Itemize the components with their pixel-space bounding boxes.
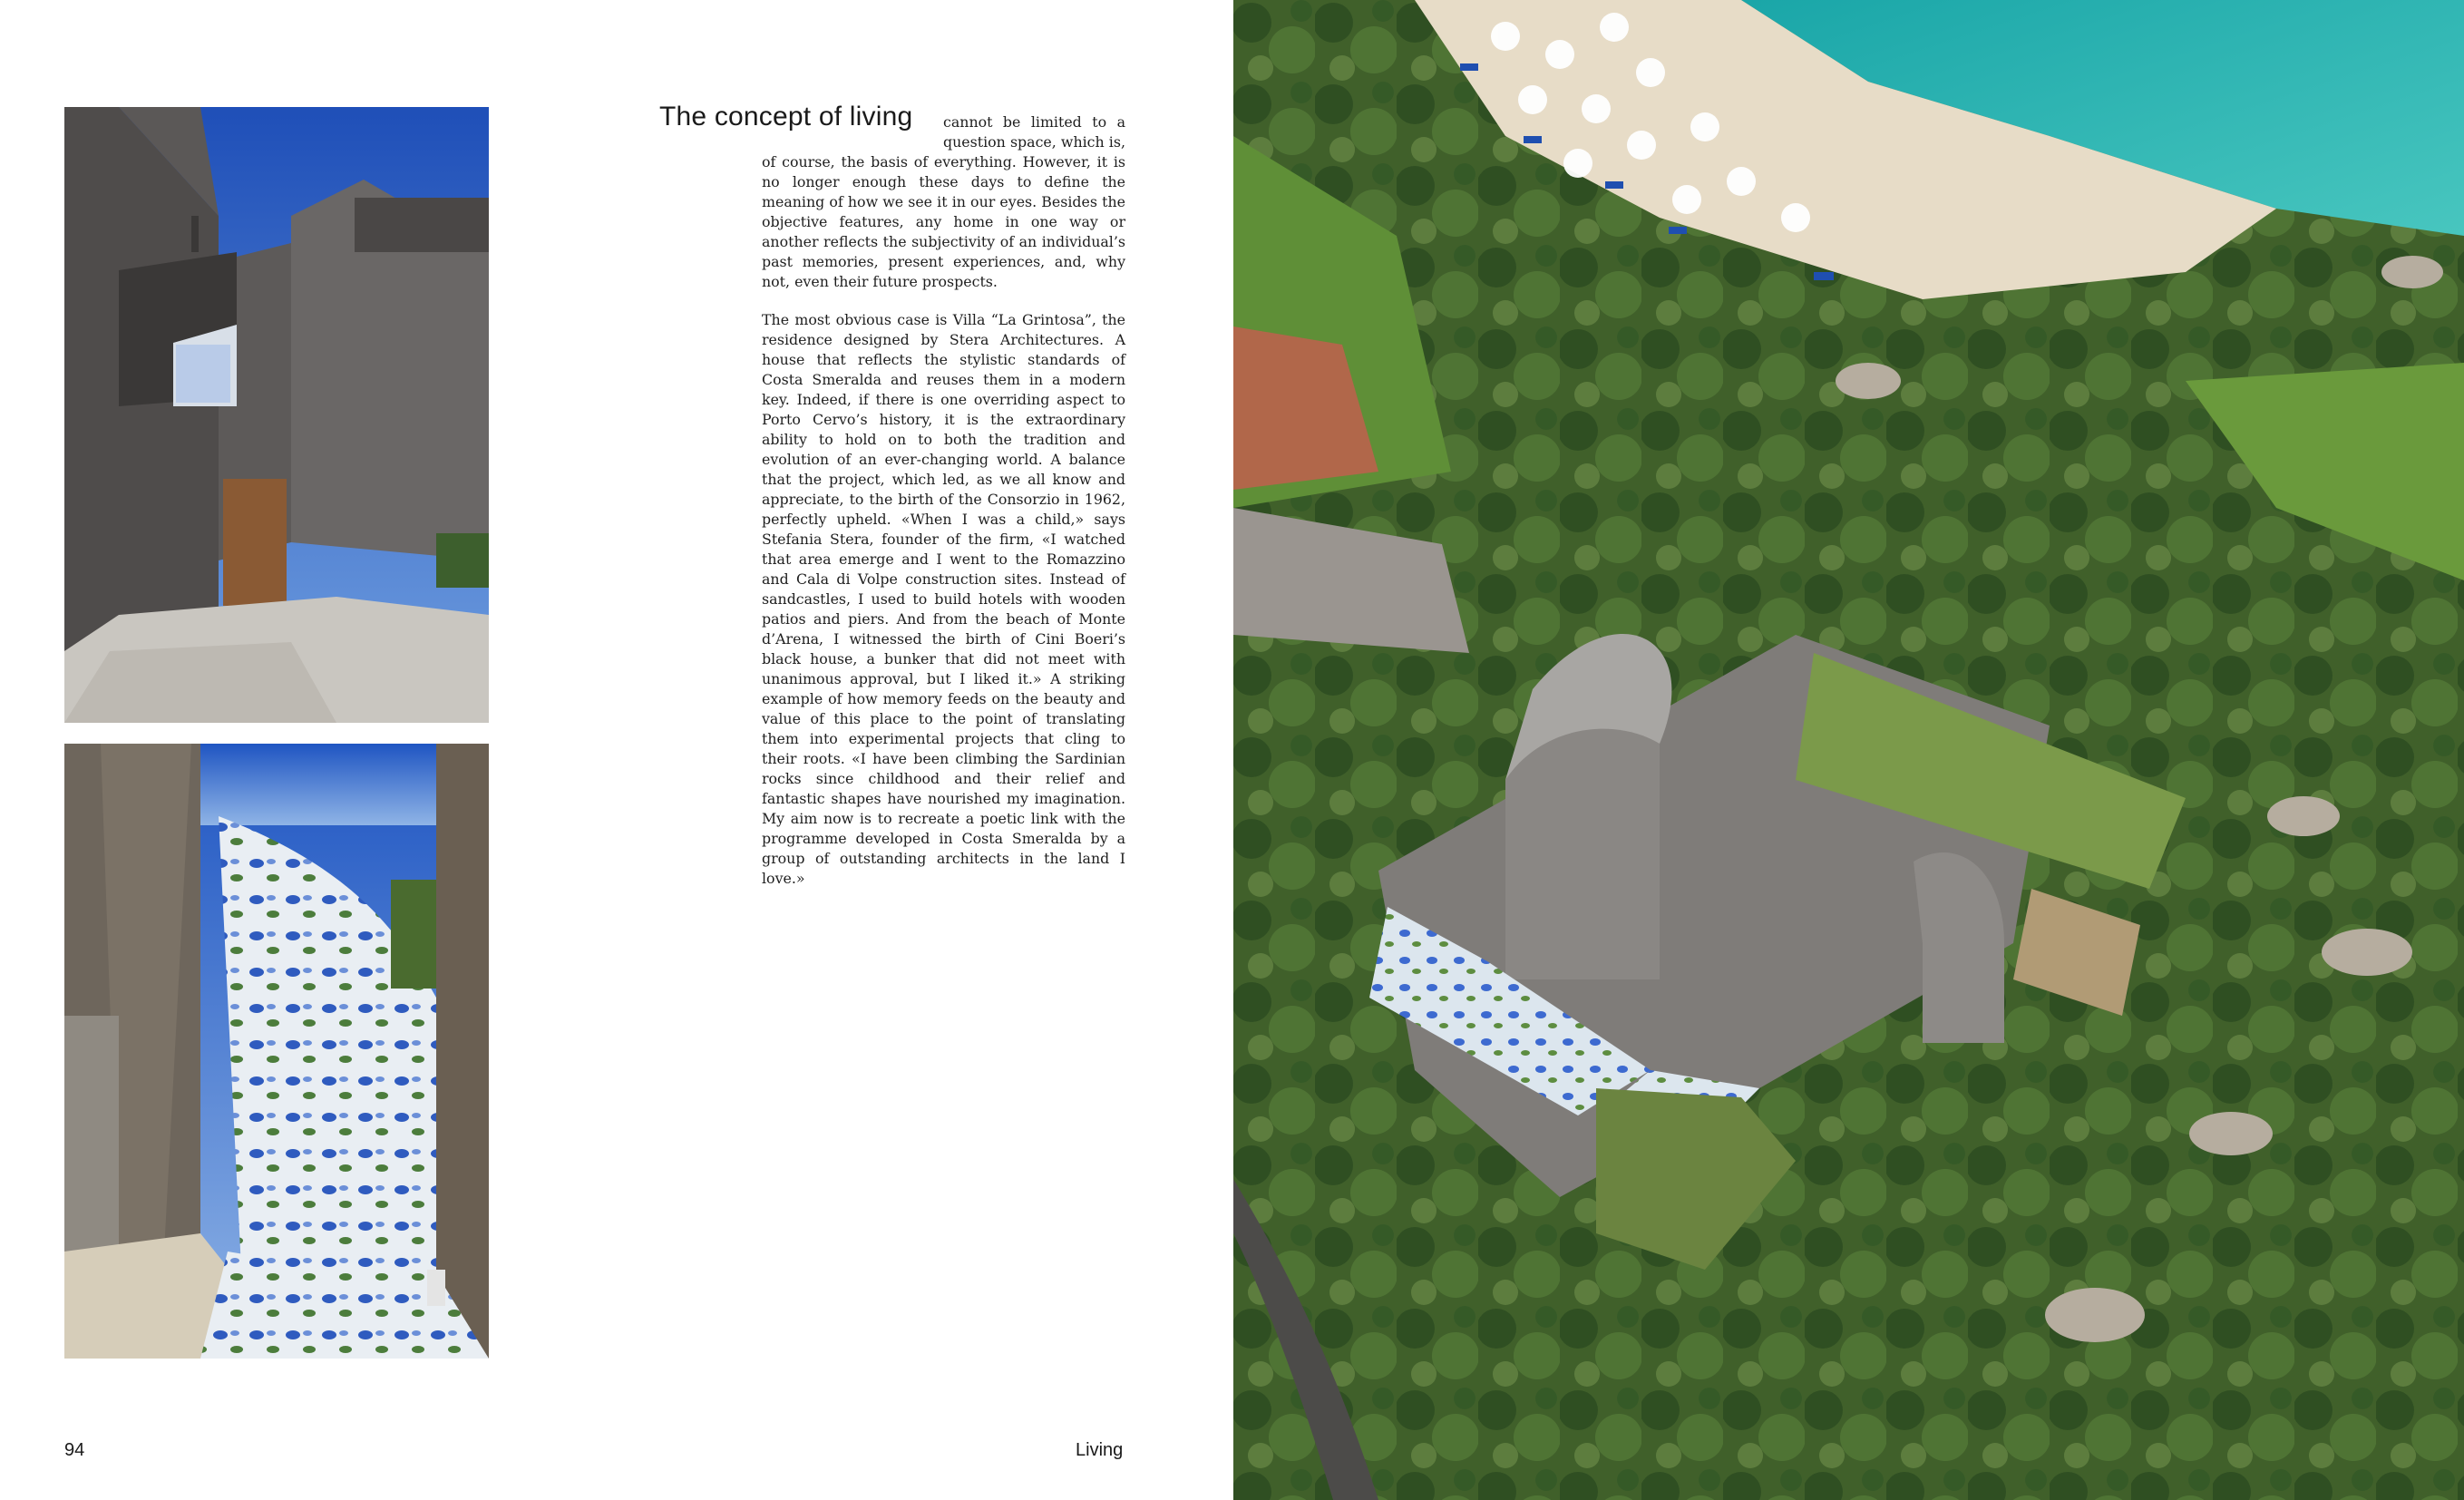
article-body [762, 112, 1125, 907]
section-name: Living [1076, 1440, 1124, 1460]
photo-aerial-villa [1233, 0, 2464, 1500]
photo-tiled-courtyard [64, 744, 489, 1359]
article-title: The concept of living [659, 102, 913, 131]
photo-villa-exterior [64, 107, 489, 723]
paragraph-1: cannot be limited to a question space, which is, of course, the basis of everything. However, it is no longer enough these days to define the meaning of how we see it in our eyes. Besides the objective features, any home in one way or another reflects the subjectivity of an individual’s past memories, present experiences, and, why not, even their future prospects. [762, 113, 1125, 290]
page-number: 94 [64, 1440, 85, 1460]
title-spacer [762, 112, 943, 152]
paragraph-2: The most obvious case is Villa “La Grintosa”, the residence designed by Stera Architectures. A house that reflects the stylistic standards of Costa Smeralda and reuses them in a modern key. Indeed, if there is one overriding aspect to Porto Cervo’s history, it is the extraordinary ability to hold on to both the tradition and evolution of an ever-changing world. A balance that the project, which led, as we all know and appreciate, to the birth of the Consorzio in 1962, perfectly upheld. «When I was a child,» says Stefania Stera, founder of the firm, «I watched that area emerge and I went to the Romazzino and Cala di Volpe construction sites. Instead of sandcastles, I used to build hotels with wooden patios and piers. And from the beach of Monte d’Arena, I witnessed the birth of Cini Boeri’s black house, a bunker that did not meet with unanimous approval, but I liked it.» A striking example of how memory feeds on the beauty and value of this place to the point of translating them into experimental projects that cling to their roots. «I have been climbing the Sardinian rocks since childhood and their relief and fantastic shapes have nourished my imagination. My aim now is to recreate a poetic link with the programme developed in Costa Smeralda by a group of outstanding architects in the land I love.» [762, 311, 1125, 887]
